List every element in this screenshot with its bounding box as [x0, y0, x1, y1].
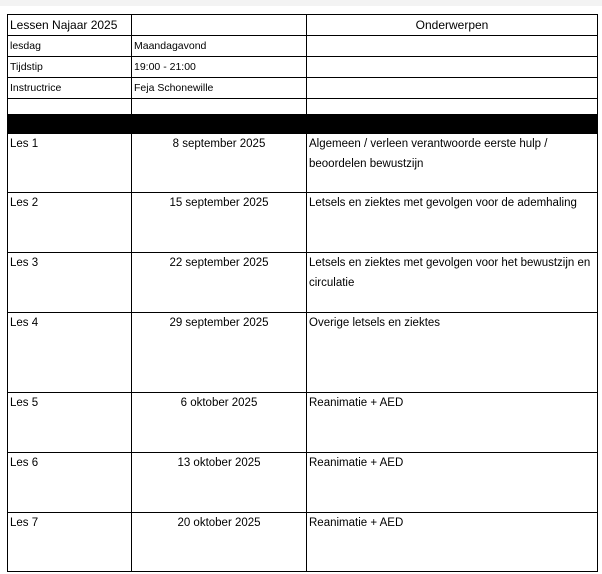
- info-empty-cell: [307, 78, 598, 99]
- lesson-label: Les 4: [8, 313, 132, 393]
- lesson-topic: Reanimatie + AED: [307, 513, 598, 572]
- lesson-row-4: [8, 313, 598, 393]
- lesson-topic: Algemeen / verleen verantwoorde eerste hulp / beoordelen bewustzijn: [307, 134, 598, 193]
- info-label: Tijdstip: [8, 57, 132, 78]
- spacer-row: [8, 99, 598, 115]
- lesson-label: Les 3: [8, 253, 132, 313]
- empty-cell: [8, 99, 132, 115]
- lesson-topic: Overige letsels en ziektes: [307, 313, 598, 393]
- black-cell: [8, 115, 132, 134]
- lesson-label: Les 6: [8, 453, 132, 513]
- lesson-row-5: [8, 393, 598, 453]
- info-empty-cell: [307, 57, 598, 78]
- lesson-date: 8 september 2025: [132, 134, 307, 193]
- schedule-title: Lessen Najaar 2025: [8, 15, 132, 36]
- lesson-topic: Reanimatie + AED: [307, 393, 598, 453]
- black-cell: [307, 115, 598, 134]
- lesson-label: Les 5: [8, 393, 132, 453]
- lesson-label: Les 2: [8, 193, 132, 253]
- info-label: lesdag: [8, 36, 132, 57]
- lesson-label: Les 7: [8, 513, 132, 572]
- info-value: Feja Schonewille: [132, 78, 307, 99]
- header-date-cell: [132, 15, 307, 36]
- lesson-schedule-table: [7, 14, 598, 572]
- info-row-lesdag: [8, 36, 598, 57]
- lesson-topic: Letsels en ziektes met gevolgen voor de ademhaling: [307, 193, 598, 253]
- black-cell: [132, 115, 307, 134]
- header-row: [8, 15, 598, 36]
- lesson-date: 22 september 2025: [132, 253, 307, 313]
- lesson-row-3: [8, 253, 598, 313]
- info-value: 19:00 - 21:00: [132, 57, 307, 78]
- lesson-date: 6 oktober 2025: [132, 393, 307, 453]
- info-row-instructrice: [8, 78, 598, 99]
- lesson-date: 13 oktober 2025: [132, 453, 307, 513]
- info-value: Maandagavond: [132, 36, 307, 57]
- info-label: Instructrice: [8, 78, 132, 99]
- lesson-row-7: [8, 513, 598, 572]
- lesson-date: 20 oktober 2025: [132, 513, 307, 572]
- lesson-label: Les 1: [8, 134, 132, 193]
- lesson-row-6: [8, 453, 598, 513]
- info-empty-cell: [307, 36, 598, 57]
- lesson-topic: Reanimatie + AED: [307, 453, 598, 513]
- empty-cell: [132, 99, 307, 115]
- lesson-topic: Letsels en ziektes met gevolgen voor het bewustzijn en circulatie: [307, 253, 598, 313]
- lesson-date: 15 september 2025: [132, 193, 307, 253]
- info-row-tijdstip: [8, 57, 598, 78]
- lesson-row-1: [8, 134, 598, 193]
- empty-cell: [307, 99, 598, 115]
- lesson-date: 29 september 2025: [132, 313, 307, 393]
- window-top-strip: [0, 0, 602, 6]
- header-topics: Onderwerpen: [307, 15, 598, 36]
- black-divider-row: [8, 115, 598, 134]
- lesson-row-2: [8, 193, 598, 253]
